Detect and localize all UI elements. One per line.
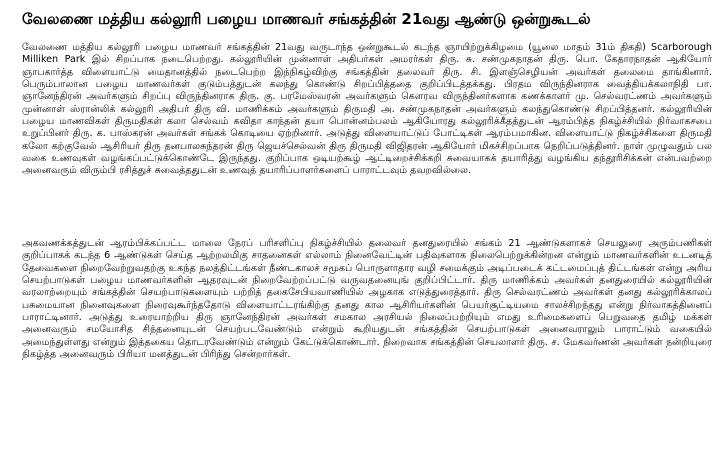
article-title: வேலணை மத்திய கல்லூரி பழைய மாணவர் சங்கத்தின் 21வது ஆண்டு ஒன்றுகூடல் [22, 10, 591, 28]
article-paragraph-1: வேலணை மத்திய கல்லூரி பழைய மாணவர் சங்கத்தின் 21வது வருடாந்த ஒன்றுகூடல் கடந்த ஞாயிற்றுக்கிழமை (யூலை மாதம் 31ம் திகதி) Scarborough Milliken Park இல் சிறப்பாக நடைபெற்றது. கல்லூரியின் முன்னாள் அதிபர்கள் அமரர்கள் திரு. சு. சண்முகநாதன் திரு. பொ. கேதாரநாதன் ஆகியோர் ஞாபகார்த்த விளையாட்டு மைதானத்தில் நடைபெற்ற இந்நிகழ்விற்கு சங்கத்தின் தலைவர் திரு. சி. இளஞ்செழியன் அவர்கள் தலைமை தாங்கினார். பெரும்பாலான பழைய மாணவர்கள் குடும்பத்துடன் கலந்து கொண்டு சிறப்பித்ததை குறிப்பிடத்தக்கது. பிரதம விருந்தினராக வைத்தியக்கலாநிதி பா. ஞானேந்திரன் அவர்களும் சிறப்பு விருந்தினராக திரு. கு. பரமேஸ்வரன் அவர்களும் கௌரவ விருந்தினர்களாக கணக்காளர் மு. செல்வரட்ணம் அவர்களும் முன்னாள் ஸ்ரான்லிக் கல்லூரி அதிபர் திரு வி. மாணிக்கம் அவர்களும் திருமதி அ. சண்முகநாதன் அவர்களும் கலந்துகொண்டு சிறப்பித்தனர். கல்லூரியின் பழைய மாணவிகள் திருமதிகள் கலா செல்வம் கவிதா காந்தன் தயா பொன்னம்பலம் ஆகியோரது கல்லூரிக்கீதத்துடன் ஆரம்பித்த நிகழ்ச்சியில் நிர்வாகசபை உறுப்பினர் திரு. க. பாஸ்கரன் அவர்கள் சங்கக் கொடியை ஏற்றினார். அடுத்து விளையாட்டுப் போட்டிகள் ஆரம்பமாகின. விளையாட்டு நிகழ்ச்சிகளை திருமதி கலோ கற்குவேல் ஆசிரியர் திரு தனபாலசுந்தரன் திரு ஜெயச்செல்வன் திரு திருமதி விஜிதரன் ஆகியோர் மிகச்சிறப்பாக நெறிப்படுத்தினர். நாள் முழுவதும் பல வகை உணவுகள் வழங்கப்பட்டுக்கொண்டே இருந்தது. குறிப்பாக ஒடியற்கூழ் ஆட்டிறைச்சிக்கறி சுவையாகக் தயாரித்து வழங்கிய தந்தூரிசிக்கன் என்பவற்றை அனைவரும் விரும்பி ரசித்துச் சுவைத்ததுடன் உணவுத் தயாரிப்பாளர்களைப் பாராட்டவும் தவறவில்லை. [22, 42, 712, 177]
article-paragraph-2: அகவணக்கத்துடன் ஆரம்பிக்கப்பட்ட மாலை நேரப் பரிசளிப்பு நிகழ்ச்சியில் தலைவர் தனதுரையில் சங்கம் 21 ஆண்டுகளாகச் செயலுரை அரும்பணிகள் குறிப்பாகக் கடந்த 6 ஆண்டுகள் செய்த ஆற்றலமிகு சாதனைகள் எல்லாம் நினைவேட்டின் பதிவுகளாக நிலைபெற்றுக்கின்றன என்றும் மாணவர்களின் உடனடித் தேவைகளை நிறைவேற்றுவதற்கு உகந்த நலத்திட்டங்கள் நீண்டகாலச் சமூகப் பொருளாதார வழி சமைக்கும் அடிப்படைக் கட்டமைப்புத் திட்டங்கள் என்று அரிய செயற்பாடுகள் பழைய மாணவர்களின் ஆதரவுடன் நிறைவேற்றப்பட்டு வருவதனையுங் குறிப்பிட்டார். திரு மாணிக்கம் அவர்கள் தனதுரையில் கல்லூரியின் வரலாற்றையும் சங்கத்தின் செயற்பாடுகளையும் பற்றித் தகைசேபியவாணியில் அழகாக எடுத்துரைத்தார். திரு செல்வரட்ணம் அவர்கள் தனது கல்லூரிக்காலப் பசுமையான நினைவுகளை நிரைவுகூர்ந்ததோடு விளையாட்டரங்கிற்கு தனது கால ஆசிரியர்களின் பெயர்சூட்டியமை சாலச்சிறந்தது என்று நிர்வாகத்தினைப் பாராட்டினார். அடுத்து உரையாற்றிய திரு ஞானேந்திரன் அவர்கள் சமகால அரசியல் நிலைப்பற்றியும் எமது உரிமைகளைப் பெறுவதை தமிழ் மக்கள் அனைவரும் சமயோசித சிந்தனையுடன் செயற்படவேண்டும் என்றும் கூறியதுடன் சங்கத்தின் செயற்பாடுகள் அனைவராலும் பாராட்டும் வகையில் அமைந்துள்ளது என்றும் இத்தகைய தொடரவேண்டும் என்றும் கேட்டுக்கொண்டார். நிறைவாக சங்கத்தின் செயலாளர் திரு. ச. மேகவர்ணன் அவர்கள் நன்றியுரை நிகழ்த்த அனைவரும் பிரியா மனத்துடன் பிரிந்து சென்றார்கள். [22, 238, 712, 361]
